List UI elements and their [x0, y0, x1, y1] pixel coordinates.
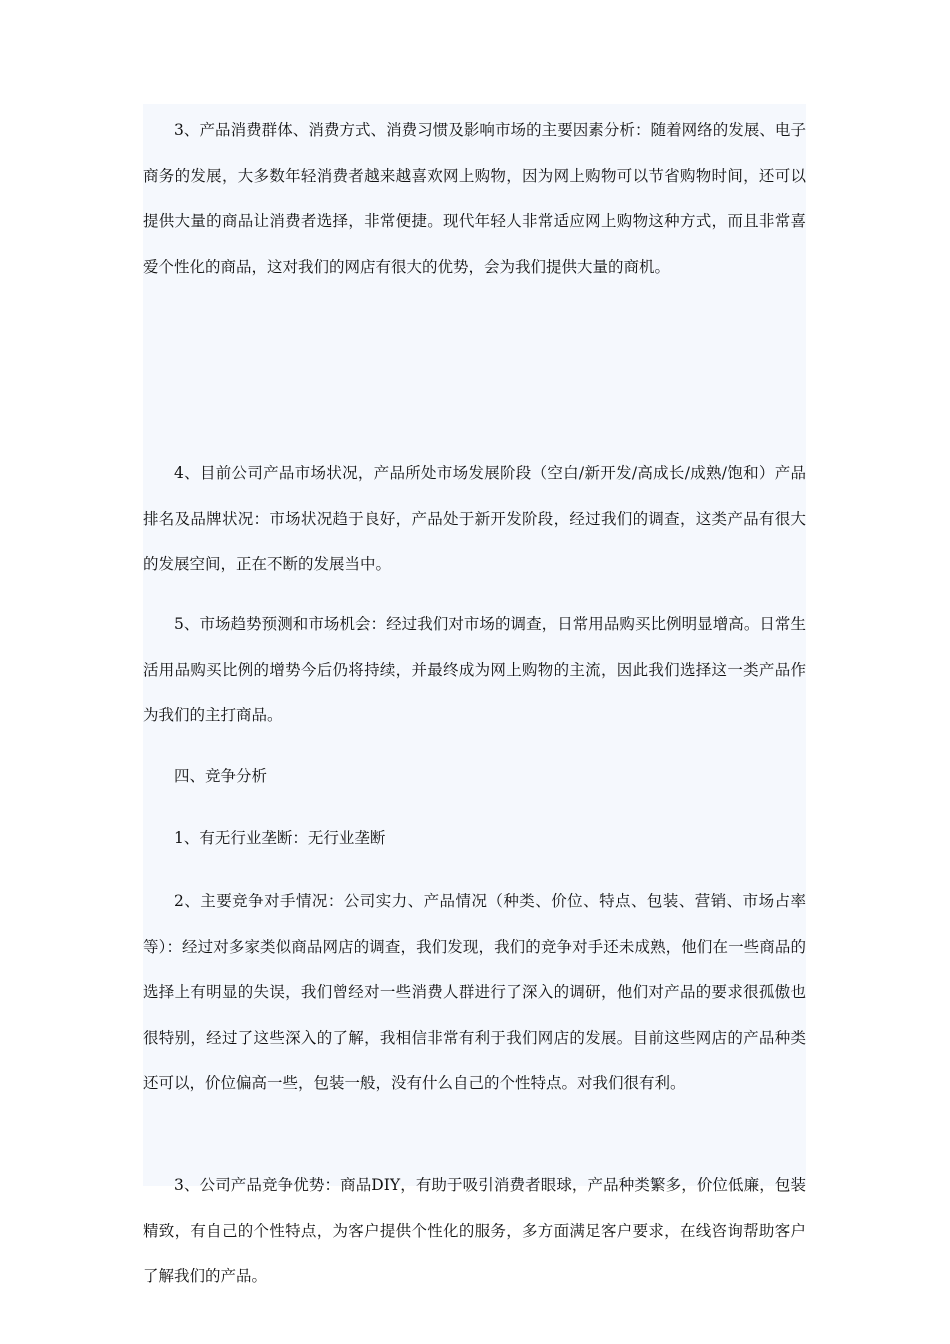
text-block [143, 104, 806, 1285]
paragraph-consumer-analysis: 3、产品消费群体、消费方式、消费习惯及影响市场的主要因素分析：随着网络的发展、电子商务的发展，大多数年轻消费者越来越喜欢网上购物，因为网上购物可以节省购物时间，还可以提供大量的商品让消费者选择，非常便捷。现代年轻人非常适应网上购物这种方式，而且非常喜爱个性化的商品，这对我们的网店有很大的优势，会为我们提供大量的商机。 [143, 121, 806, 276]
paragraph-monopoly: 1、有无行业垄断：无行业垄断 [174, 829, 386, 847]
paragraph-competitive-advantage: 3、公司产品竞争优势：商品DIY，有助于吸引消费者眼球，产品种类繁多，价位低廉，包装精致，有自己的个性特点，为客户提供个性化的服务，多方面满足客户要求，在线咨询帮助客户了解我们的产品。 [143, 1176, 806, 1285]
section-heading-competition: 四、竞争分析 [174, 767, 268, 785]
paragraph-competitors: 2、主要竞争对手情况：公司实力、产品情况（种类、价位、特点、包装、营销、市场占率等）：经过对多家类似商品网店的调查，我们发现，我们的竞争对手还未成熟，他们在一些商品的选择上有明显的失误，我们曾经对一些消费人群进行了深入的调研，他们对产品的要求很孤傲也很特别，经过了这些深入的了解，我相信非常有利于我们网店的发展。目前这些网店的产品种类还可以，价位偏高一些，包装一般，没有什么自己的个性特点。对我们很有利。 [143, 892, 806, 1092]
paragraph-market-status: 4、目前公司产品市场状况，产品所处市场发展阶段（空白/新开发/高成长/成熟/饱和）产品排名及品牌状况：市场状况趋于良好，产品处于新开发阶段，经过我们的调查，这类产品有很大的发展空间，正在不断的发展当中。 [143, 464, 806, 573]
paragraph-market-trend: 5、市场趋势预测和市场机会：经过我们对市场的调查，日常用品购买比例明显增高。日常生活用品购买比例的增势今后仍将持续，并最终成为网上购物的主流，因此我们选择这一类产品作为我们的主打商品。 [143, 615, 806, 724]
